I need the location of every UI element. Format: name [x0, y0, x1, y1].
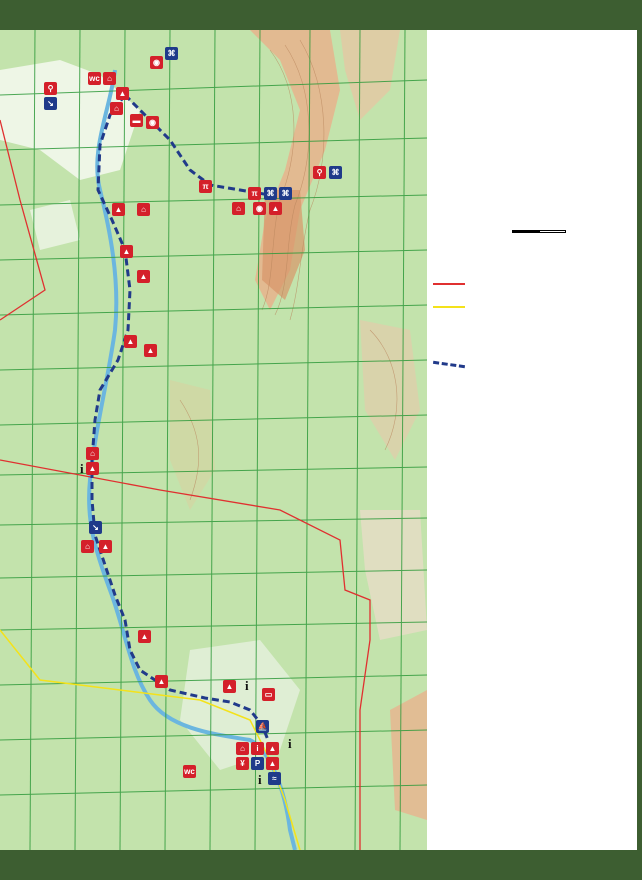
buffer-line-icon	[433, 306, 465, 308]
tent-icon[interactable]: ▲	[137, 270, 150, 283]
tent-icon[interactable]: ▲	[116, 87, 129, 100]
tent-icon[interactable]: ▲	[99, 540, 112, 553]
hiker-icon[interactable]: ⚲	[313, 166, 326, 179]
house-icon[interactable]: ⌂	[236, 742, 249, 755]
picnic-icon[interactable]: π	[199, 180, 212, 193]
infoboard-icon: i	[258, 772, 262, 787]
parking-icon[interactable]: P	[251, 757, 264, 770]
tent-icon[interactable]: ▲	[269, 202, 282, 215]
topographic-map[interactable]	[0, 30, 427, 850]
scale-bar	[512, 220, 582, 234]
bed-icon[interactable]: ▬	[130, 114, 143, 127]
viewpoint-icon[interactable]: ◉	[150, 56, 163, 69]
fishing-icon[interactable]: ↘	[44, 97, 57, 110]
cafe-icon[interactable]: wc	[89, 74, 100, 83]
hiker-icon[interactable]: ⚲	[44, 82, 57, 95]
trash-icon[interactable]: wc	[184, 767, 195, 776]
legend-panel	[427, 30, 637, 850]
tent-icon[interactable]: ▲	[266, 757, 279, 770]
infoboard-icon: i	[288, 736, 292, 751]
tent-icon[interactable]: ▲	[112, 203, 125, 216]
viewpoint-icon[interactable]: ◉	[253, 202, 266, 215]
infoboard-icon: i	[245, 678, 249, 693]
house-icon[interactable]: ⌂	[137, 203, 150, 216]
house-icon[interactable]: ⌂	[81, 540, 94, 553]
tent-icon[interactable]: ▲	[124, 335, 137, 348]
tent-icon[interactable]: ▲	[120, 245, 133, 258]
house-icon[interactable]: ⌂	[86, 447, 99, 460]
tent-icon[interactable]: ▲	[86, 462, 99, 475]
tent-icon[interactable]: ▲	[155, 675, 168, 688]
cafe-icon[interactable]: ¥	[236, 757, 249, 770]
nature-attraction-icon[interactable]: ⌘	[329, 166, 342, 179]
info-icon[interactable]: i	[251, 742, 264, 755]
infoboard-icon: i	[80, 461, 84, 476]
nature-attraction-icon[interactable]: ⌘	[165, 47, 178, 60]
house-icon[interactable]: ⌂	[232, 202, 245, 215]
bench-icon[interactable]: ▭	[262, 688, 275, 701]
house-icon[interactable]: ⌂	[103, 72, 116, 85]
nature-attraction-icon[interactable]: ⌘	[264, 187, 277, 200]
fishing-icon[interactable]: ↘	[89, 521, 102, 534]
boat-launch-icon[interactable]: ⛵	[257, 722, 268, 731]
catamaran-icon[interactable]: ≈	[268, 772, 281, 785]
tent-icon[interactable]: ▲	[223, 680, 236, 693]
map-svg	[0, 30, 427, 850]
tent-icon[interactable]: ▲	[266, 742, 279, 755]
house-icon[interactable]: ⌂	[110, 102, 123, 115]
viewpoint-icon[interactable]: ◉	[146, 116, 159, 129]
nature-attraction-icon[interactable]: ⌘	[279, 187, 292, 200]
route-line-icon	[433, 361, 465, 368]
tent-icon[interactable]: ▲	[144, 344, 157, 357]
tent-icon[interactable]: ▲	[138, 630, 151, 643]
boundary-line-icon	[433, 283, 465, 285]
picnic-icon[interactable]: π	[248, 187, 261, 200]
